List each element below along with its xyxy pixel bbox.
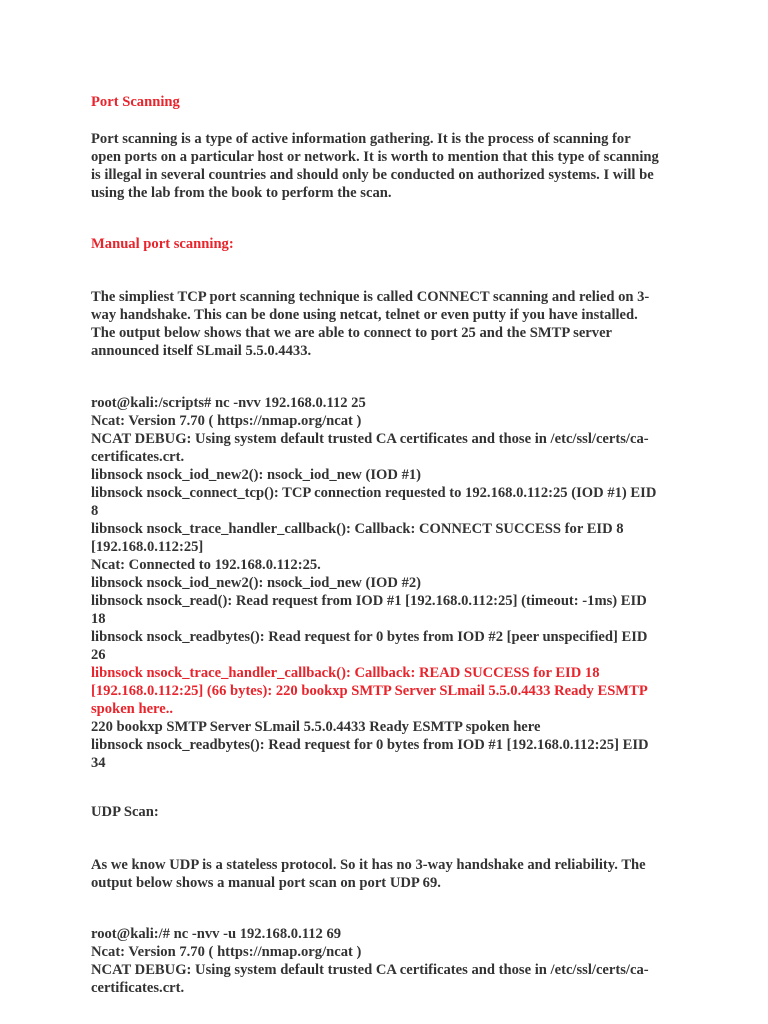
highlighted-output-line: [192.168.0.112:25] (66 bytes): 220 bookxp SMTP Server SLmail 5.5.0.4433 Ready ESMTP	[91, 683, 648, 699]
output-line: 220 bookxp SMTP Server SLmail 5.5.0.4433 Ready ESMTP spoken here	[91, 719, 541, 735]
output-line: certificates.crt.	[91, 449, 185, 465]
output-line: 8	[91, 503, 99, 519]
paragraph-connect-scanning	[91, 288, 688, 360]
output-line: libnsock nsock_connect_tcp(): TCP connection requested to 192.168.0.112:25 (IOD #1) EID	[91, 485, 657, 501]
tcp-terminal-output	[91, 394, 688, 772]
highlighted-output-line: libnsock nsock_trace_handler_callback(): Callback: READ SUCCESS for EID 18	[91, 665, 600, 681]
output-line: libnsock nsock_iod_new2(): nsock_iod_new (IOD #1)	[91, 467, 422, 483]
output-line: libnsock nsock_read(): Read request from IOD #1 [192.168.0.112:25] (timeout: -1ms) EID	[91, 593, 647, 609]
text-line: output below shows a manual port scan on port UDP 69.	[91, 875, 441, 891]
output-line: NCAT DEBUG: Using system default trusted CA certificates and those in /etc/ssl/certs/ca-	[91, 962, 649, 978]
udp-terminal-output	[91, 925, 688, 997]
text-line: is illegal in several countries and should only be conducted on authorized systems. I will be	[91, 167, 654, 183]
output-line: certificates.crt.	[91, 980, 185, 996]
output-line: libnsock nsock_iod_new2(): nsock_iod_new (IOD #2)	[91, 575, 422, 591]
output-line: 26	[91, 647, 106, 663]
output-line: 34	[91, 755, 106, 771]
text-line: announced itself SLmail 5.5.0.4433.	[91, 343, 312, 359]
output-line: root@kali:/scripts# nc -nvv 192.168.0.112 25	[91, 395, 366, 411]
text-line: The output below shows that we are able to connect to port 25 and the SMTP server	[91, 325, 613, 341]
text-line: As we know UDP is a stateless protocol. So it has no 3-way handshake and reliability. The	[91, 857, 646, 873]
output-line: Ncat: Version 7.70 ( https://nmap.org/ncat )	[91, 413, 362, 429]
output-line: 18	[91, 611, 106, 627]
output-line: libnsock nsock_trace_handler_callback(): Callback: CONNECT SUCCESS for EID 8	[91, 521, 624, 537]
paragraph-port-scanning-intro	[91, 130, 688, 202]
paragraph-udp-intro	[91, 856, 688, 892]
text-line: using the lab from the book to perform the scan.	[91, 185, 392, 201]
output-line: libnsock nsock_readbytes(): Read request for 0 bytes from IOD #1 [192.168.0.112:25] EID	[91, 737, 649, 753]
output-line: NCAT DEBUG: Using system default trusted CA certificates and those in /etc/ssl/certs/ca-	[91, 431, 649, 447]
output-line: Ncat: Version 7.70 ( https://nmap.org/ncat )	[91, 944, 362, 960]
output-line: Ncat: Connected to 192.168.0.112:25.	[91, 557, 321, 573]
output-line: root@kali:/# nc -nvv -u 192.168.0.112 69	[91, 926, 342, 942]
text-line: The simpliest TCP port scanning technique is called CONNECT scanning and relied on 3-	[91, 289, 650, 305]
text-line: Port scanning is a type of active information gathering. It is the process of scanning for	[91, 131, 631, 147]
heading-udp-scan: UDP Scan:	[91, 804, 159, 820]
text-line: open ports on a particular host or network. It is worth to mention that this type of scanning	[91, 149, 659, 165]
output-line: [192.168.0.112:25]	[91, 539, 204, 555]
text-line: way handshake. This can be done using netcat, telnet or even putty if you have installed.	[91, 307, 638, 323]
output-line: libnsock nsock_readbytes(): Read request for 0 bytes from IOD #2 [peer unspecified] EID	[91, 629, 648, 645]
highlighted-output-line: spoken here..	[91, 701, 174, 717]
heading-manual-port-scanning: Manual port scanning:	[91, 236, 234, 252]
heading-port-scanning: Port Scanning	[91, 94, 180, 110]
